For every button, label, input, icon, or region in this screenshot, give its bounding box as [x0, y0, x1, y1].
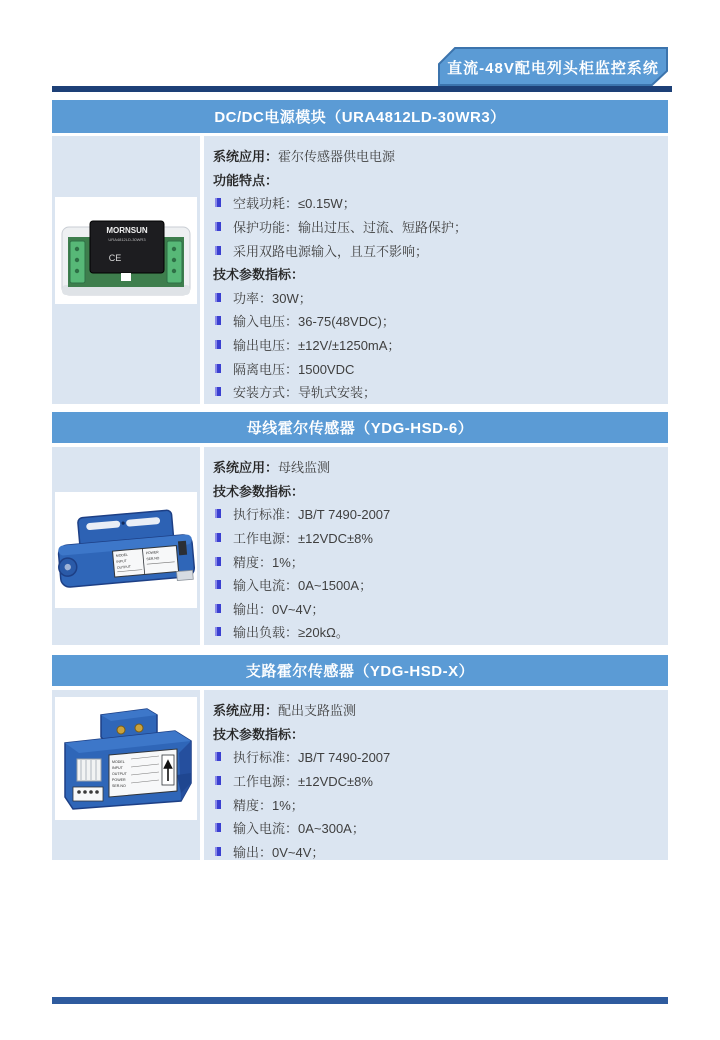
bullet-square-icon — [215, 604, 221, 613]
header-banner — [438, 47, 668, 86]
bus-sensor-illustration — [55, 492, 197, 608]
spec-text: 安装方式：导轨式安装； — [233, 385, 377, 401]
dcdc-module-illustration — [55, 197, 197, 304]
spec-list-branch-sensor — [204, 690, 668, 860]
spec-bullet-item — [213, 356, 658, 380]
bullet-square-icon — [215, 293, 221, 302]
bullet-square-icon — [215, 533, 221, 542]
spec-bullet-item — [213, 526, 658, 550]
bullet-square-icon — [215, 580, 221, 589]
spec-bullet-item — [213, 620, 658, 644]
label-input-text: INPUT — [116, 558, 127, 564]
label-power-text: POWER — [145, 550, 159, 556]
spec-heading — [213, 722, 658, 746]
spec-heading — [213, 455, 658, 479]
label-input-text: INPUT — [112, 766, 123, 770]
mornsun-dcdc-module-photo — [55, 197, 197, 304]
spec-value: 霍尔传感器供电电源 — [278, 149, 396, 165]
system-title: 直流-48V配电列头柜监控系统 — [447, 59, 659, 77]
label-power-text: POWER — [112, 778, 126, 782]
spec-bullet-item — [213, 549, 658, 573]
spec-heading — [213, 168, 658, 192]
bullet-square-icon — [215, 387, 221, 396]
spec-bullet-item — [213, 333, 658, 357]
spec-text: 输出：0V~4V； — [233, 601, 325, 617]
spec-bullet-item — [213, 769, 658, 793]
bullet-square-icon — [215, 246, 221, 255]
bullet-square-icon — [215, 364, 221, 373]
spec-bullet-item — [213, 502, 658, 526]
spec-label: 功能特点： — [213, 172, 279, 188]
spec-text: 功率：30W； — [233, 290, 312, 306]
spec-text: 输入电压：36-75(48VDC)； — [233, 314, 395, 330]
spec-heading — [213, 144, 658, 168]
spec-text: 精度：1%； — [233, 797, 304, 813]
section-title-dcdc-module: DC/DC电源模块（URA4812LD-30WR3） — [52, 100, 668, 133]
spec-text: 精度：1%； — [233, 554, 304, 570]
spec-label: 技术参数指标： — [213, 726, 305, 742]
spec-text: 工作电源：±12VDC±8% — [233, 774, 373, 790]
spec-text: 输出电压：±12V/±1250mA； — [233, 338, 401, 354]
image-cell — [52, 690, 200, 860]
image-cell — [52, 136, 200, 404]
spec-label: 系统应用： — [213, 703, 279, 719]
bullet-square-icon — [215, 823, 221, 832]
spec-text: 隔离电压：1500VDC — [233, 361, 355, 377]
spec-bullet-item — [213, 215, 658, 239]
section-row-bus-hall-sensor — [52, 447, 668, 645]
bullet-square-icon — [215, 776, 221, 785]
bullet-square-icon — [215, 316, 221, 325]
branch-sensor-illustration — [55, 697, 197, 820]
spec-bullet-item — [213, 191, 658, 215]
section-row-dcdc-module — [52, 136, 668, 404]
spec-bullet-item — [213, 745, 658, 769]
label-output-text: OUTPUT — [116, 564, 132, 570]
spec-text: 执行标准：JB/T 7490-2007 — [233, 750, 391, 766]
label-serno-text: SER.NO — [146, 556, 160, 562]
spec-text: 执行标准：JB/T 7490-2007 — [233, 507, 391, 523]
spec-bullet-item — [213, 309, 658, 333]
spec-label: 技术参数指标： — [213, 267, 305, 283]
bullet-square-icon — [215, 340, 221, 349]
bullet-square-icon — [215, 800, 221, 809]
spec-label: 技术参数指标： — [213, 483, 305, 499]
spec-heading — [213, 698, 658, 722]
spec-text: 输入电流：0A~1500A； — [233, 578, 373, 594]
spec-text: 工作电源：±12VDC±8% — [233, 531, 373, 547]
spec-bullet-item — [213, 792, 658, 816]
spec-text: 输出负载：≥20kΩ。 — [233, 625, 349, 641]
spec-text: 输出：0V~4V； — [233, 844, 325, 860]
spec-heading — [213, 479, 658, 503]
label-output-text: OUTPUT — [112, 772, 127, 776]
spec-value: 配出支路监测 — [278, 703, 357, 719]
label-model-text: MODEL — [112, 760, 125, 764]
spec-value: 母线监测 — [278, 460, 331, 476]
module-model-text: URA4812LD-30WR3 — [108, 237, 146, 242]
footer-rule — [52, 997, 668, 1004]
bullet-square-icon — [215, 847, 221, 856]
bullet-square-icon — [215, 627, 221, 636]
label-serno-text: SER.NO — [112, 784, 126, 788]
spec-label: 系统应用： — [213, 149, 279, 165]
spec-bullet-item — [213, 238, 658, 262]
spec-bullet-item — [213, 816, 658, 840]
spec-heading — [213, 262, 658, 286]
busbar-hall-sensor-photo — [55, 492, 197, 608]
section-title-branch-hall-sensor: 支路霍尔传感器（YDG-HSD-X） — [52, 655, 668, 686]
label-model-text: MODEL — [115, 552, 129, 558]
spec-text: 保护功能：输出过压、过流、短路保护； — [233, 220, 468, 236]
spec-list-bus-sensor — [204, 447, 668, 645]
branch-hall-sensor-photo — [55, 697, 197, 820]
section-row-branch-hall-sensor — [52, 690, 668, 860]
spec-bullet-item — [213, 286, 658, 310]
bullet-square-icon — [215, 557, 221, 566]
header-rule — [52, 86, 672, 92]
section-title-bus-hall-sensor: 母线霍尔传感器（YDG-HSD-6） — [52, 412, 668, 443]
spec-bullet-item — [213, 380, 658, 404]
bullet-square-icon — [215, 509, 221, 518]
ce-mark-text: CE — [108, 253, 122, 263]
spec-text: 采用双路电源输入，且互不影响； — [233, 243, 429, 259]
spec-bullet-item — [213, 573, 658, 597]
image-cell — [52, 447, 200, 645]
spec-text: 空载功耗：≤0.15W； — [233, 196, 356, 212]
spec-list-dcdc — [204, 136, 668, 404]
bullet-square-icon — [215, 198, 221, 207]
bullet-square-icon — [215, 222, 221, 231]
spec-bullet-item — [213, 840, 658, 864]
spec-bullet-item — [213, 597, 658, 621]
module-brand-text: MORNSUN — [106, 226, 148, 235]
spec-text: 输入电流：0A~300A； — [233, 821, 365, 837]
spec-label: 系统应用： — [213, 460, 279, 476]
bullet-square-icon — [215, 752, 221, 761]
